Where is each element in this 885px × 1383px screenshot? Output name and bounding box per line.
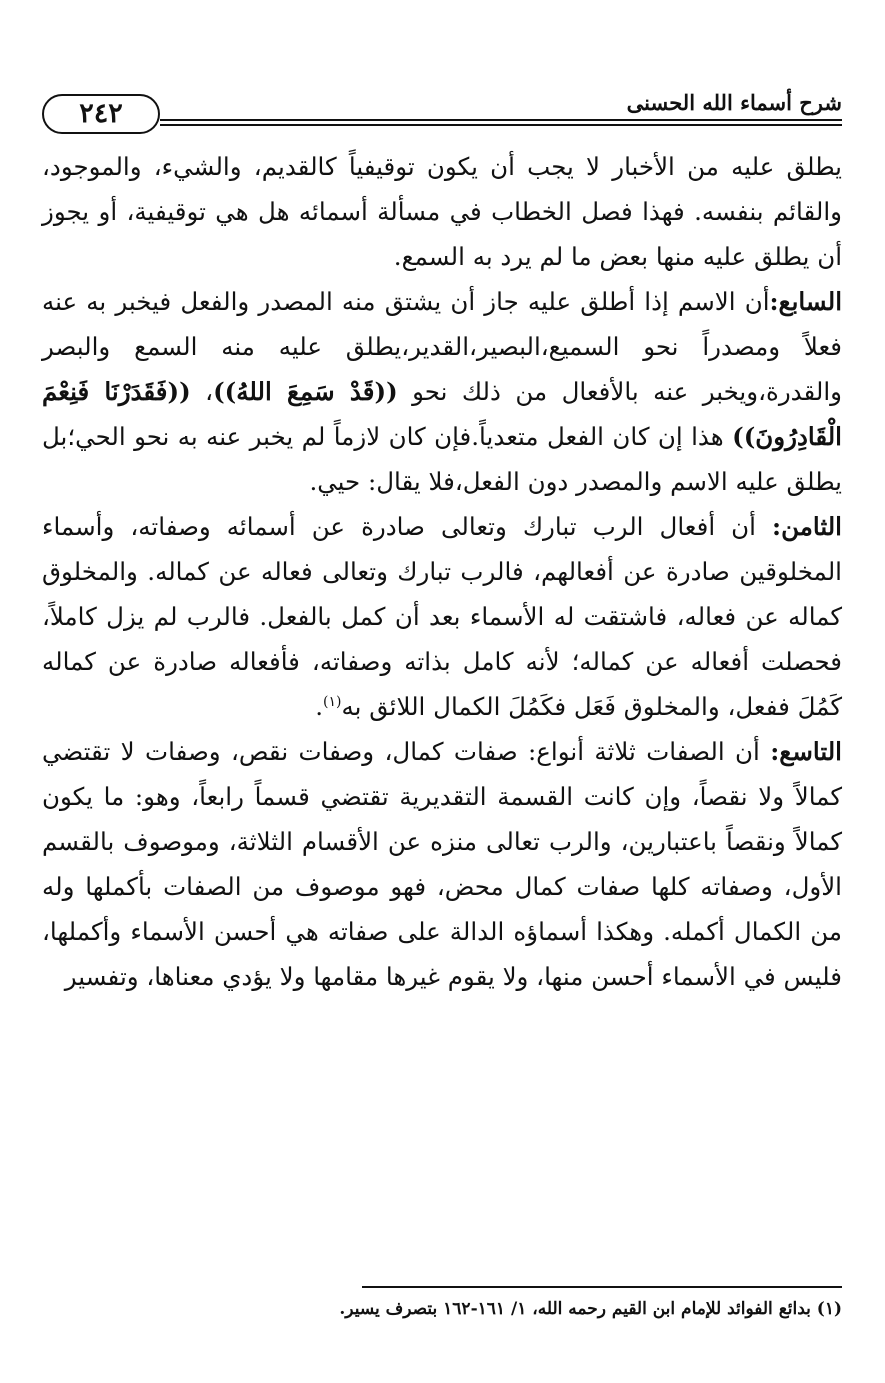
paragraph-continuation: يطلق عليه من الأخبار لا يجب أن يكون توقيفياً كالقديم، والشيء، والموجود، والقائم بنفسه. فهذا فصل الخطاب في مسألة أسمائه هل هي توقيفية، أو يجوز أن يطلق عليه منها بعض ما لم يرد به السمع. <box>42 152 842 271</box>
quran-quote: ((فَقَدَرْنَا فَنِعْمَ الْقَادِرُونَ)) <box>42 377 842 451</box>
paragraph-text: أن الصفات ثلاثة أنواع: صفات كمال، وصفات نقص، وصفات لا تقتضي كمالاً ولا نقصاً، وإن كانت القسمة التقديرية تقتضي قسماً رابعاً، وهو: ما يكون كمالاً ونقصاً باعتبارين، والرب تعالى منزه عن الأقسام الثلاثة، وموصوف بالقسم الأول، وصفاته كلها صفات كمال محض، فهو موصوف من الصفات بأكملها وله من الكمال أكمله. وهكذا أسماؤه الدالة على صفاته هي أحسن الأسماء وأكملها، فليس في الأسماء أحسن منها، ولا يقوم غيرها مقامها ولا يؤدي معناها، وتفسير <box>42 737 842 991</box>
paragraph-ninth <box>42 729 842 999</box>
section-term-eighth: الثامن: <box>772 512 842 541</box>
body-text <box>42 144 842 999</box>
footnote-marker[interactable]: (١) <box>323 693 342 710</box>
header-rule-double <box>160 124 842 126</box>
section-term-ninth: التاسع: <box>770 737 842 766</box>
header-rule <box>160 119 842 121</box>
paragraph-end: . <box>315 692 324 721</box>
quran-quote: ((قَدْ سَمِعَ اللهُ)) <box>213 377 398 406</box>
separator: ، <box>190 377 214 406</box>
paragraph-text: أن أفعال الرب تبارك وتعالى صادرة عن أسمائه وصفاته، وأسماء المخلوقين صادرة عن أفعالهم، فالرب تبارك وتعالى فعاله عن كماله. والمخلوق كماله عن فعاله، فاشتقت له الأسماء بعد أن كمل بالفعل. فالرب لم يزل كاملاً، فحصلت أفعاله عن كماله؛ لأنه كامل بذاته وصفاته، فأفعاله صادرة عن كماله كَمُلَ ففعل، والمخلوق فَعَل فكَمُلَ الكمال اللائق به <box>42 512 842 721</box>
paragraph-text: هذا إن كان الفعل متعدياً.فإن كان لازماً لم يخبر عنه به نحو الحي؛بل يطلق عليه الاسم والمصدر دون الفعل،فلا يقال: حيي. <box>42 422 842 496</box>
page-number: ٢٤٢ <box>42 94 160 134</box>
running-title: شرح أسماء الله الحسنى <box>626 90 842 115</box>
section-term-seventh: السابع: <box>769 287 842 316</box>
footnote-rule <box>362 1286 842 1288</box>
page-header <box>42 78 842 138</box>
paragraph-text: أن الاسم إذا أطلق عليه جاز أن يشتق منه المصدر والفعل فيخبر به عنه فعلاً ومصدراً نحو السميع،البصير،القدير،يطلق عليه منه السمع والبصر والقدرة،ويخبر عنه بالأفعال من ذلك نحو <box>42 287 843 406</box>
footnote: (١) بدائع الفوائد للإمام ابن القيم رحمه الله، ١/ ١٦١-١٦٢ بتصرف يسير. <box>339 1299 842 1319</box>
paragraph-seventh <box>42 279 842 504</box>
paragraph-eighth <box>42 504 842 729</box>
